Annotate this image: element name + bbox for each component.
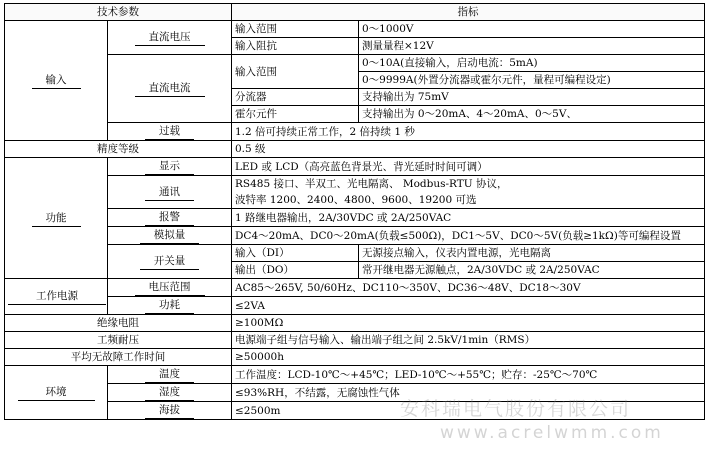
sub-dc-current: 直流电流 [108, 55, 232, 123]
category-environment: 环境 [5, 366, 108, 420]
table-row [5, 384, 705, 402]
category-power: 工作电源 [5, 279, 108, 315]
table-row [5, 297, 705, 315]
table-row [5, 349, 705, 366]
value-cell: 支持输出为 0～20mA、4～20mA、0～5V、 [359, 106, 705, 123]
value-cell: DC4～20mA、DC0～20mA(负载≤500Ω)，DC1～5V、DC0～5V(负载≥1kΩ)等可编程设置 [232, 227, 705, 245]
header-spec: 指标 [232, 4, 705, 21]
table-row [5, 123, 705, 141]
table-row [5, 402, 705, 420]
sub-temperature: 温度 [108, 366, 232, 384]
category-mtbf: 平均无故障工作时间 [5, 349, 232, 366]
table-row [5, 315, 705, 332]
value-cell: RS485 接口、半双工、光电隔离、 Modbus-RTU 协议， [232, 176, 705, 193]
table-row [5, 245, 705, 262]
value-cell: 0～10A(直接输入，启动电流：5mA) [359, 55, 705, 72]
table-row [5, 332, 705, 349]
value-cell: 测量量程×12V [359, 38, 705, 55]
item-cell: 分流器 [232, 89, 359, 106]
sub-humidity: 湿度 [108, 384, 232, 402]
sub-altitude: 海拔 [108, 402, 232, 420]
value-cell: 1.2 倍可持续正常工作，2 倍持续 1 秒 [232, 123, 705, 141]
spec-table [4, 3, 705, 420]
table-row [5, 279, 705, 297]
value-cell: 常开继电器无源触点，2A/30VDC 或 2A/250VAC [359, 262, 705, 279]
sub-dc-voltage: 直流电压 [108, 21, 232, 55]
item-cell: 输出（DO） [232, 262, 359, 279]
table-row [5, 366, 705, 384]
sub-power-consumption: 功耗 [108, 297, 232, 315]
value-cell: 电源端子组与信号输入、输出端子组之间 2.5kV/1min（RMS） [232, 332, 705, 349]
item-cell: 输入范围 [232, 21, 359, 38]
table-row [5, 176, 705, 193]
value-cell: LED 或 LCD（高亮蓝色背景光、背光延时时间可调） [232, 158, 705, 176]
sub-switch: 开关量 [108, 245, 232, 279]
category-withstand: 工频耐压 [5, 332, 232, 349]
item-cell: 输入范围 [232, 55, 359, 89]
value-cell: 工作温度：LCD-10℃～+45℃；LED-10℃～+55℃；贮存：-25℃～70℃ [232, 366, 705, 384]
value-cell: ≥100MΩ [232, 315, 705, 332]
item-cell: 霍尔元件 [232, 106, 359, 123]
table-row [5, 209, 705, 227]
item-cell: 输入（DI） [232, 245, 359, 262]
sub-analog: 模拟量 [108, 227, 232, 245]
value-cell: AC85～265V, 50/60Hz、DC110～350V、DC36～48V、DC18～30V [232, 279, 705, 297]
sub-overload: 过载 [108, 123, 232, 141]
header-param: 技术参数 [5, 4, 232, 21]
value-cell: 0～9999A(外置分流器或霍尔元件，量程可编程设定) [359, 72, 705, 89]
value-cell: ≥50000h [232, 349, 705, 366]
item-cell: 输入阻抗 [232, 38, 359, 55]
value-cell: 波特率 1200、2400、4800、9600、19200 可选 [232, 192, 705, 209]
table-row [5, 21, 705, 38]
watermark-company: 安科瑞电气股份有限公司 [400, 398, 632, 420]
value-cell: 0.5 级 [232, 141, 705, 158]
table-row [5, 55, 705, 72]
category-accuracy: 精度等级 [5, 141, 232, 158]
header-row [5, 4, 705, 21]
table-row [5, 141, 705, 158]
value-cell: 支持输出为 75mV [359, 89, 705, 106]
value-cell: ≤2500m [232, 402, 705, 420]
sub-alarm: 报警 [108, 209, 232, 227]
value-cell: ≤93%RH，不结露，无腐蚀性气体 [232, 384, 705, 402]
category-input: 输入 [5, 21, 108, 141]
value-cell: 1 路继电器输出，2A/30VDC 或 2A/250VAC [232, 209, 705, 227]
value-cell: 无源接点输入，仪表内置电源，光电隔离 [359, 245, 705, 262]
sub-power-range: 电压范围 [108, 279, 232, 297]
value-cell: ≤2VA [232, 297, 705, 315]
watermark-url: www.acrelwmm.com [440, 423, 664, 443]
category-insulation: 绝缘电阻 [5, 315, 232, 332]
table-row [5, 227, 705, 245]
sub-comm: 通讯 [108, 176, 232, 209]
category-function: 功能 [5, 158, 108, 279]
sub-display: 显示 [108, 158, 232, 176]
table-row [5, 158, 705, 176]
value-cell: 0～1000V [359, 21, 705, 38]
